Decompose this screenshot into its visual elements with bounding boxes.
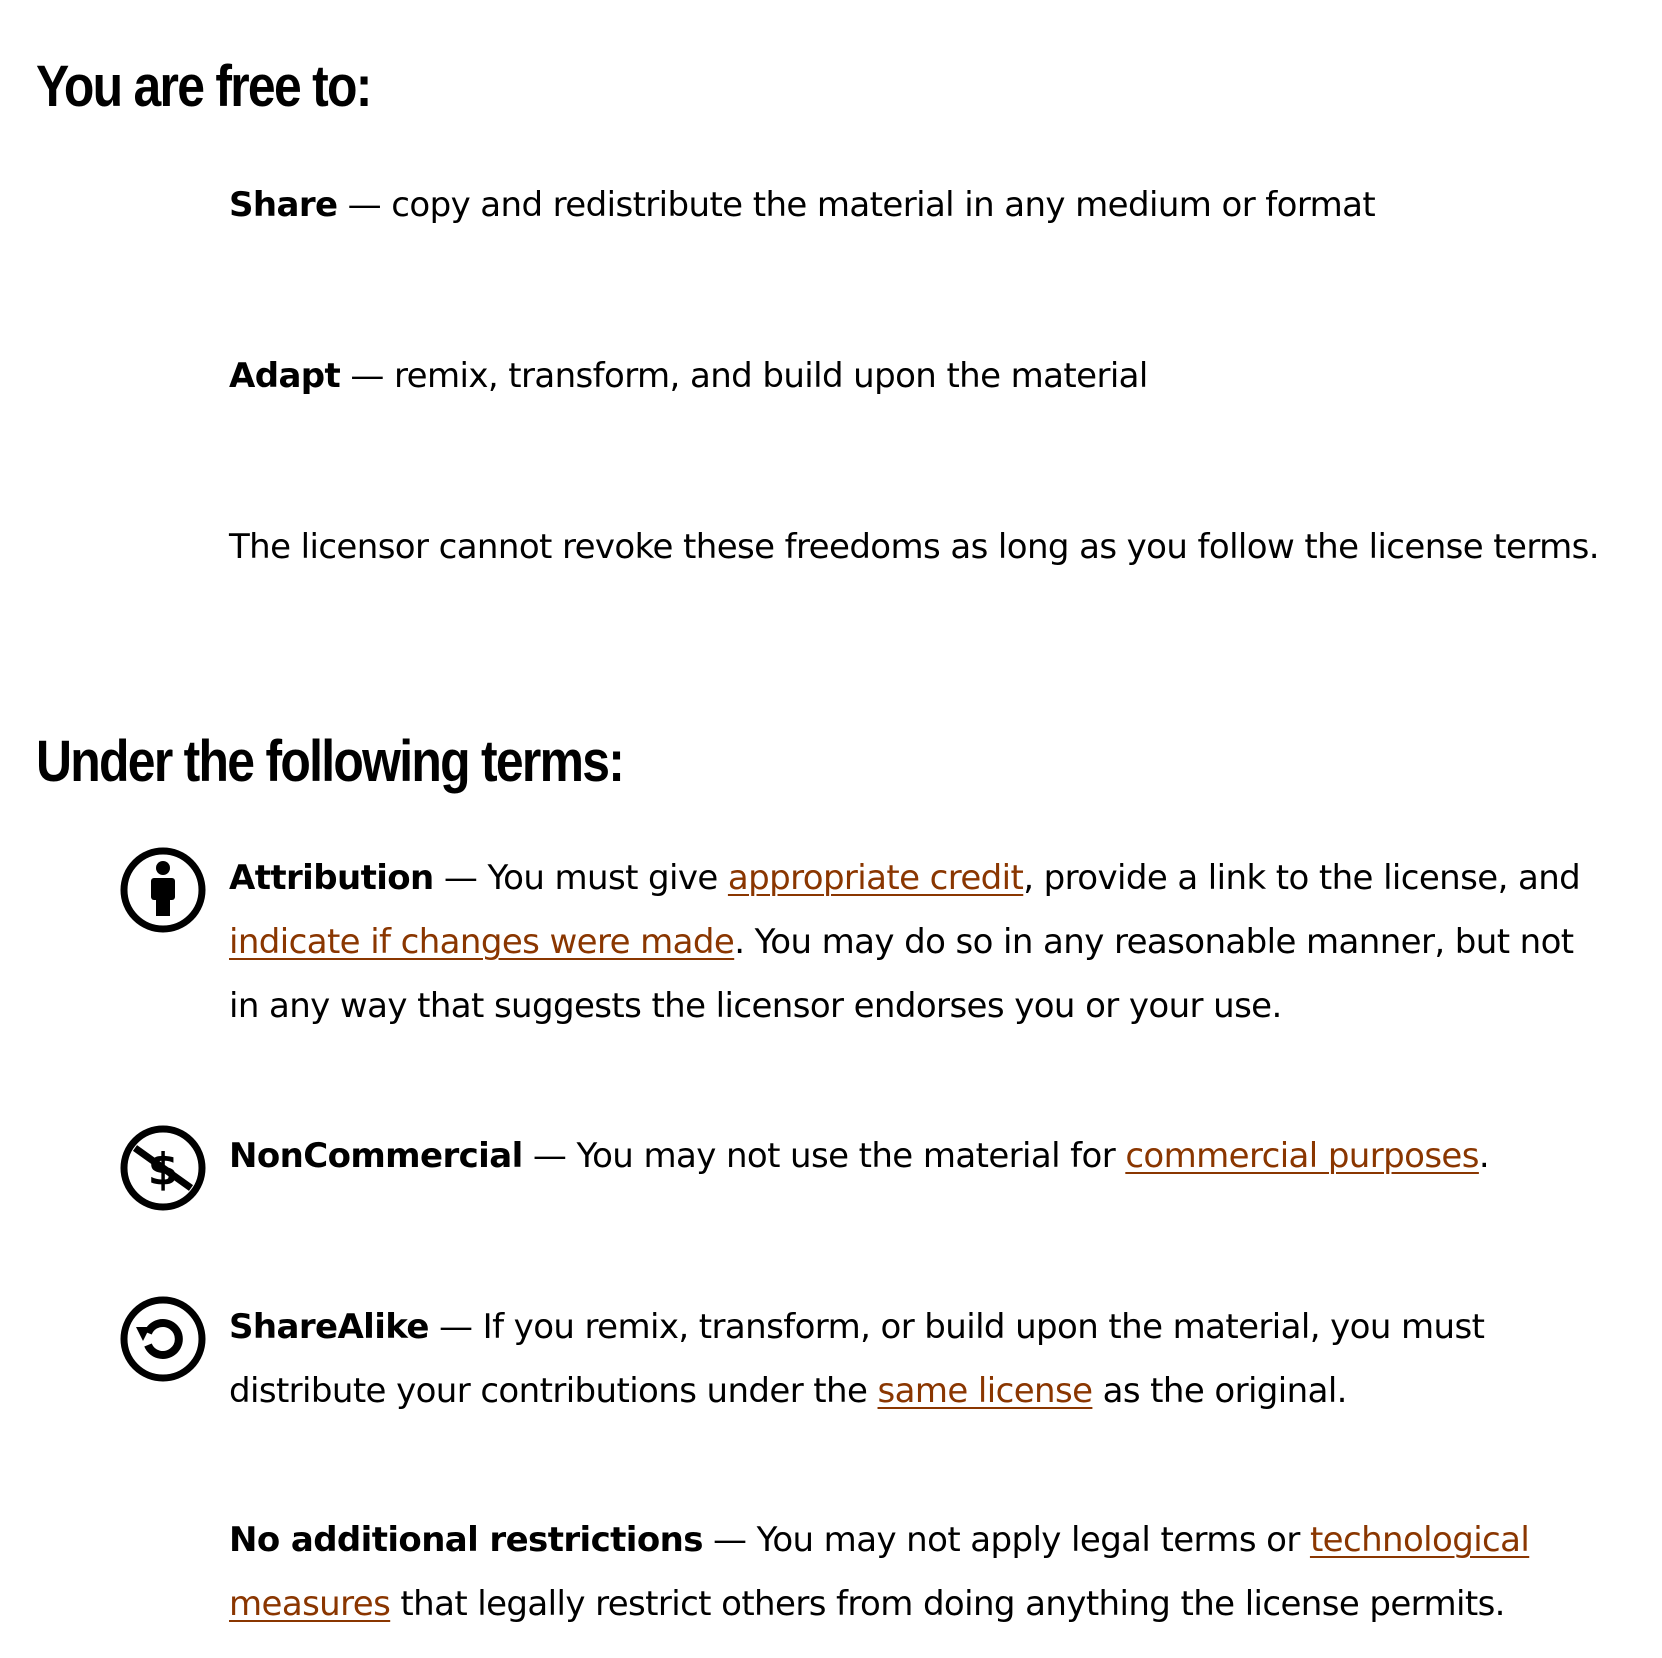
noncommercial-icon <box>119 1124 207 1212</box>
indicate-changes-link[interactable]: indicate if changes were made <box>229 922 735 962</box>
adapt-item <box>229 344 1609 408</box>
appropriate-credit-link[interactable]: appropriate credit <box>727 858 1024 898</box>
terms-heading: Under the following terms: <box>36 729 624 794</box>
no-restrictions-item <box>229 1508 1609 1636</box>
share-dash: — <box>337 185 392 225</box>
sharealike-dash: — <box>428 1307 483 1347</box>
noncommercial-item <box>229 1124 1609 1188</box>
attribution-text-3: . You may do so in any reasonable manner, but not in any way that suggests the licensor endorses you or your use. <box>229 922 1574 1026</box>
attribution-icon <box>119 846 207 934</box>
adapt-dash: — <box>340 356 395 396</box>
no-restrictions-dash: — <box>702 1520 757 1560</box>
same-license-link[interactable]: same license <box>877 1371 1093 1411</box>
adapt-term: Adapt <box>229 356 341 396</box>
adapt-text: remix, transform, and build upon the material <box>394 356 1148 396</box>
noncommercial-term: NonCommercial <box>229 1136 523 1176</box>
noncommercial-text-1: You may not use the material for <box>576 1136 1126 1176</box>
attribution-text-1: You must give <box>487 858 728 898</box>
sharealike-term: ShareAlike <box>229 1307 429 1347</box>
revoke-note: The licensor cannot revoke these freedoms as long as you follow the license terms. <box>229 527 1599 567</box>
technological-measures-link[interactable]: technological measures <box>229 1520 1530 1624</box>
sharealike-text-1: If you remix, transform, or build upon the material, you must distribute your contributions under the <box>229 1307 1485 1411</box>
share-text: copy and redistribute the material in any medium or format <box>391 185 1376 225</box>
commercial-purposes-link[interactable]: commercial purposes <box>1125 1136 1479 1176</box>
svg-text:$: $ <box>147 1144 179 1195</box>
share-item <box>229 173 1609 237</box>
share-term: Share <box>229 185 338 225</box>
attribution-text-2: , provide a link to the license, and <box>1023 858 1581 898</box>
sharealike-item <box>229 1295 1609 1423</box>
no-restrictions-text-1: You may not apply legal terms or <box>756 1520 1310 1560</box>
noncommercial-text-2: . <box>1478 1136 1490 1176</box>
no-restrictions-term: No additional restrictions <box>229 1520 703 1560</box>
sharealike-text-2: as the original. <box>1092 1371 1347 1411</box>
noncommercial-dash: — <box>522 1136 577 1176</box>
free-heading: You are free to: <box>36 54 371 119</box>
no-restrictions-text-2: that legally restrict others from doing anything the license permits. <box>390 1584 1505 1624</box>
attribution-item <box>229 846 1609 1038</box>
attribution-dash: — <box>433 858 488 898</box>
attribution-term: Attribution <box>229 858 434 898</box>
sharealike-icon <box>119 1295 207 1383</box>
